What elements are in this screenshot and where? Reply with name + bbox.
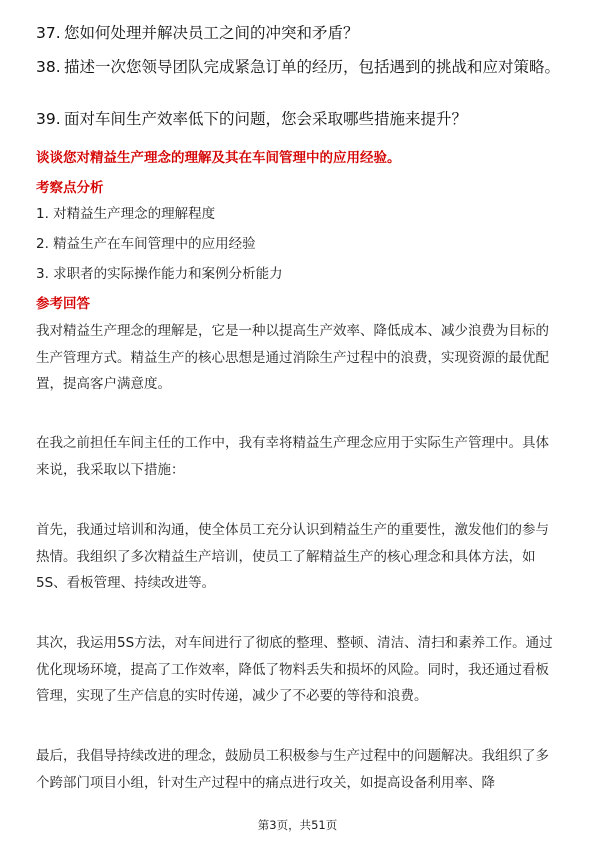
- answer-paragraph: 首先，我通过培训和沟通，使全体员工充分认识到精益生产的重要性，激发他们的参与热情。我组织了多次精益生产培训，使员工了解精益生产的核心理念和具体方法，如5S、看板管理、持续改进等。: [36, 522, 549, 591]
- answer-heading: 参考回答: [36, 296, 90, 312]
- question-text: 面对车间生产效率低下的问题，您会采取哪些措施来提升？: [64, 110, 468, 128]
- answer-paragraph: 其次，我运用5S方法，对车间进行了彻底的整理、整顿、清洁、清扫和素养工作。通过优化现场环境，提高了工作效率，降低了物料丢失和损坏的风险。同时，我还通过看板管理，实现了生产信息的实时传递，减少了不必要的等待和浪费。: [36, 635, 553, 704]
- question-number: 37.: [36, 24, 61, 42]
- answer-paragraph: 我对精益生产理念的理解是，它是一种以提高生产效率、降低成本、减少浪费为目标的生产管理方式。精益生产的核心思想是通过消除生产过程中的浪费，实现资源的最优配置，提高客户满意度。: [36, 323, 549, 392]
- answer-paragraph: 在我之前担任车间主任的工作中，我有幸将精益生产理念应用于实际生产管理中。具体来说，我采取以下措施：: [36, 435, 549, 478]
- question-37: [36, 22, 565, 45]
- analysis-heading: 考察点分析: [36, 180, 104, 196]
- question-39: [36, 108, 565, 131]
- question-38: [36, 56, 565, 102]
- question-text: 您如何处理并解决员工之间的冲突和矛盾？: [64, 24, 359, 42]
- analysis-item: 3. 求职者的实际操作能力和案例分析能力: [36, 266, 283, 282]
- analysis-item: 1. 对精益生产理念的理解程度: [36, 206, 216, 222]
- page-number-footer: 第3页，共51页: [257, 818, 338, 832]
- question-number: 39.: [36, 110, 61, 128]
- question-text: 描述一次您领导团队完成紧急订单的经历，包括遇到的挑战和应对策略。: [64, 58, 561, 76]
- highlight-question: 谈谈您对精益生产理念的理解及其在车间管理中的应用经验。: [36, 150, 401, 166]
- answer-paragraph: 最后，我倡导持续改进的理念，鼓励员工积极参与生产过程中的问题解决。我组织了多个跨部门项目小组，针对生产过程中的痛点进行攻关，如提高设备利用率、降: [36, 748, 549, 791]
- question-number: 38.: [36, 58, 61, 76]
- analysis-item: 2. 精益生产在车间管理中的应用经验: [36, 236, 256, 252]
